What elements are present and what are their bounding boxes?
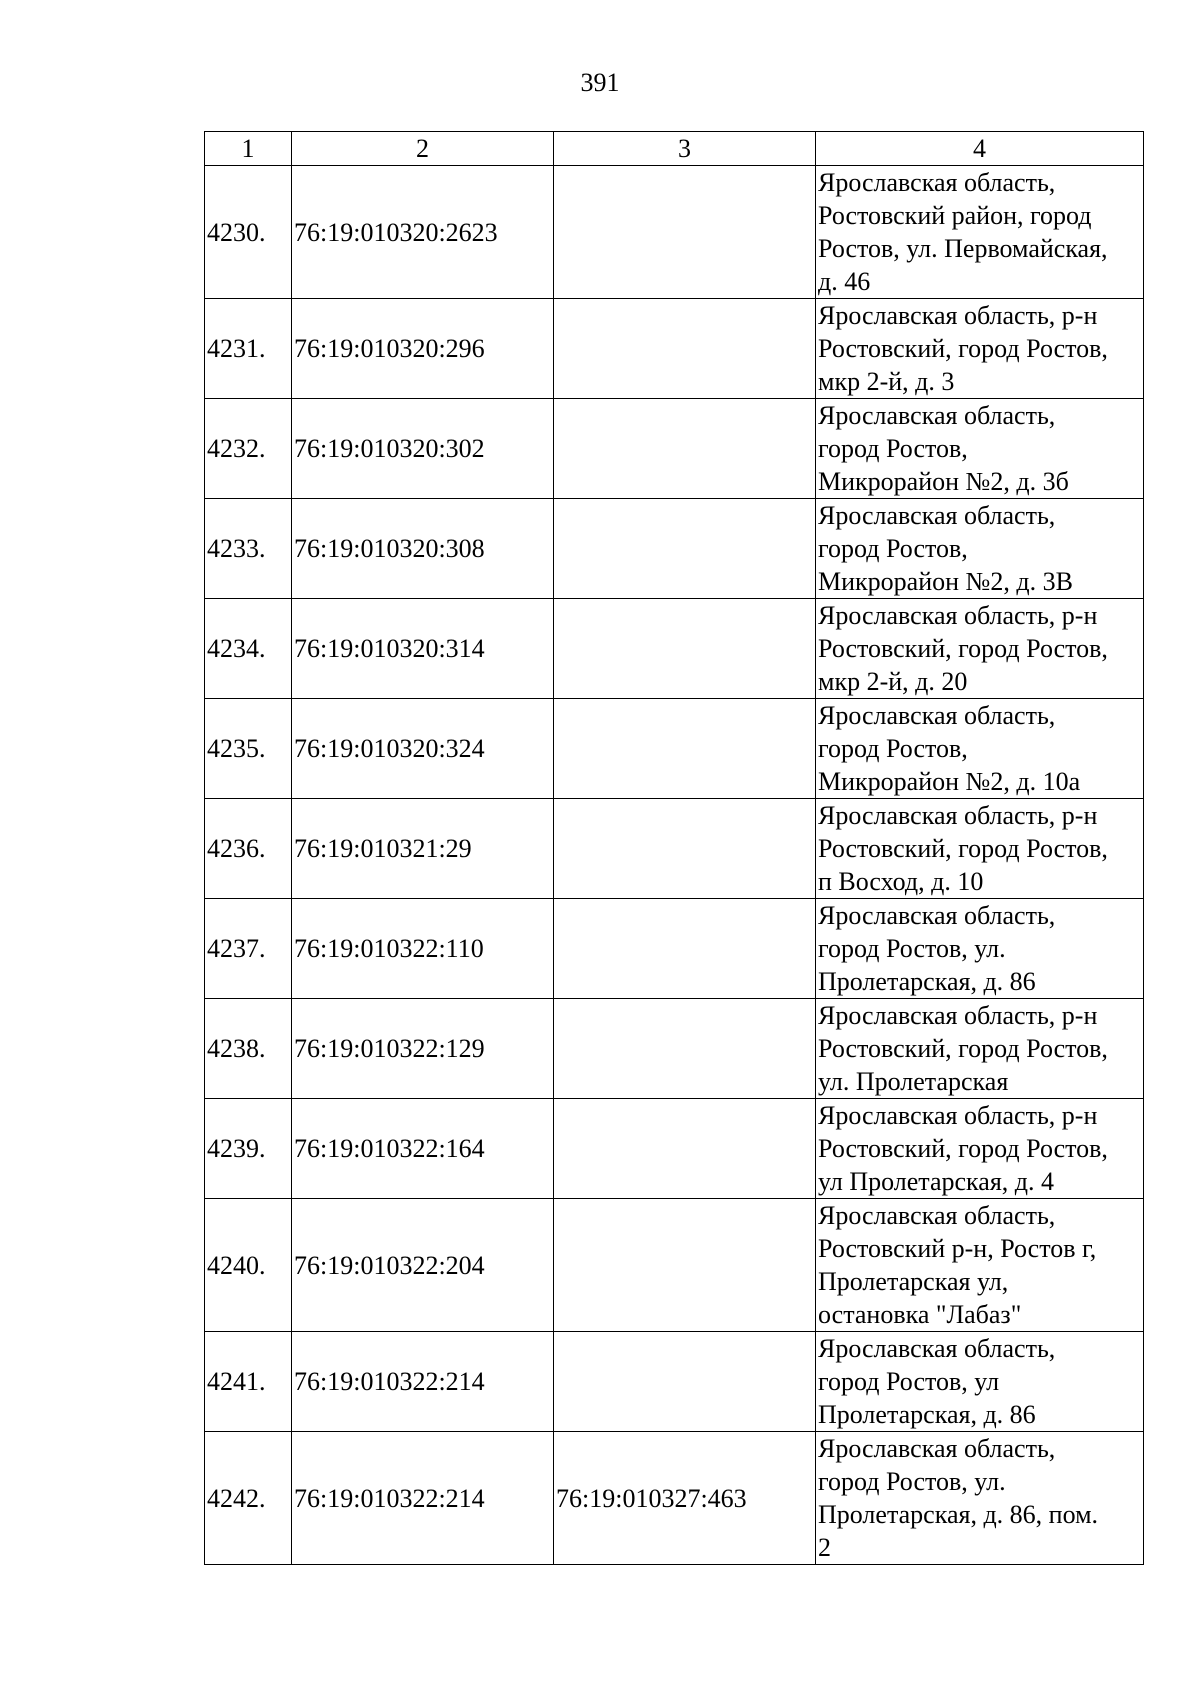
cadastral-number-cell: 76:19:010320:296: [292, 299, 554, 399]
room-cadastral-cell: [554, 1099, 816, 1199]
table-row: [205, 399, 1144, 499]
cadastral-number-cell: 76:19:010320:324: [292, 699, 554, 799]
row-number-cell: 4236.: [205, 799, 292, 899]
cadastral-number-cell: 76:19:010322:214: [292, 1432, 554, 1565]
column-header-cadastral: 2: [292, 132, 554, 166]
address-cell: [816, 1432, 1144, 1565]
column-header-address: 4: [816, 132, 1144, 166]
address-line: остановка "Лабаз": [818, 1300, 1022, 1329]
address-cell: [816, 499, 1144, 599]
table-row: [205, 899, 1144, 999]
address-cell: [816, 166, 1144, 299]
address-line: Ярославская область, р-н: [818, 601, 1098, 630]
row-number-cell: 4240.: [205, 1199, 292, 1332]
table-row: [205, 1332, 1144, 1432]
table-body: [205, 166, 1144, 1565]
address-line: Микрорайон №2, д. 10а: [818, 767, 1081, 796]
room-cadastral-cell: [554, 299, 816, 399]
room-cadastral-cell: 76:19:010327:463: [554, 1432, 816, 1565]
row-number-cell: 4234.: [205, 599, 292, 699]
table-row: [205, 1099, 1144, 1199]
address-line: Ярославская область, р-н: [818, 801, 1098, 830]
address-line: Пролетарская, д. 86, пом.: [818, 1500, 1099, 1529]
cadastral-number-cell: 76:19:010322:129: [292, 999, 554, 1099]
table-row: [205, 1432, 1144, 1565]
address-line: город Ростов, ул.: [818, 1467, 1006, 1496]
address-line: ул Пролетарская, д. 4: [818, 1167, 1055, 1196]
cadastral-number-cell: 76:19:010322:214: [292, 1332, 554, 1432]
address-line: Микрорайон №2, д. 3б: [818, 467, 1069, 496]
page-number: 391: [580, 68, 620, 97]
address-cell: [816, 1332, 1144, 1432]
cadastral-number-cell: 76:19:010320:314: [292, 599, 554, 699]
address-cell: [816, 999, 1144, 1099]
address-cell: [816, 899, 1144, 999]
cadastral-number-cell: 76:19:010322:110: [292, 899, 554, 999]
row-number-cell: 4241.: [205, 1332, 292, 1432]
address-line: Ростовский р-н, Ростов г,: [818, 1234, 1097, 1263]
cadastral-number-cell: 76:19:010320:308: [292, 499, 554, 599]
address-line: мкр 2-й, д. 3: [818, 367, 955, 396]
address-cell: [816, 699, 1144, 799]
row-number-cell: 4231.: [205, 299, 292, 399]
room-cadastral-cell: [554, 166, 816, 299]
address-line: город Ростов, ул.: [818, 934, 1006, 963]
address-line: Ярославская область,: [818, 901, 1056, 930]
address-line: д. 46: [818, 267, 871, 296]
address-line: Ростовский, город Ростов,: [818, 634, 1108, 663]
row-number-cell: 4237.: [205, 899, 292, 999]
address-line: Микрорайон №2, д. 3В: [818, 567, 1073, 596]
address-cell: [816, 1199, 1144, 1332]
address-cell: [816, 299, 1144, 399]
address-line: Ярославская область,: [818, 501, 1056, 530]
address-line: Ростовский, город Ростов,: [818, 834, 1108, 863]
address-cell: [816, 599, 1144, 699]
address-line: Ярославская область,: [818, 701, 1056, 730]
address-line: Ростовский, город Ростов,: [818, 334, 1108, 363]
row-number-cell: 4232.: [205, 399, 292, 499]
address-line: Ярославская область,: [818, 1334, 1056, 1363]
room-cadastral-cell: [554, 1199, 816, 1332]
address-line: Пролетарская, д. 86: [818, 967, 1036, 996]
address-line: Пролетарская, д. 86: [818, 1400, 1036, 1429]
row-number-cell: 4233.: [205, 499, 292, 599]
row-number-cell: 4238.: [205, 999, 292, 1099]
cadastral-number-cell: 76:19:010320:302: [292, 399, 554, 499]
address-line: Ярославская область,: [818, 1201, 1056, 1230]
row-number-cell: 4235.: [205, 699, 292, 799]
address-line: Ярославская область,: [818, 168, 1056, 197]
table-row: [205, 999, 1144, 1099]
room-cadastral-cell: [554, 999, 816, 1099]
address-line: Ярославская область, р-н: [818, 1001, 1098, 1030]
address-cell: [816, 799, 1144, 899]
row-number-cell: 4239.: [205, 1099, 292, 1199]
address-line: Ростовский, город Ростов,: [818, 1134, 1108, 1163]
table-row: [205, 499, 1144, 599]
table-row: [205, 699, 1144, 799]
address-line: город Ростов, ул: [818, 1367, 1000, 1396]
address-line: мкр 2-й, д. 20: [818, 667, 968, 696]
address-line: город Ростов,: [818, 734, 968, 763]
column-header-number: 1: [205, 132, 292, 166]
table-row: [205, 1199, 1144, 1332]
table-row: [205, 166, 1144, 299]
table-row: [205, 599, 1144, 699]
room-cadastral-cell: [554, 799, 816, 899]
cadastral-number-cell: 76:19:010321:29: [292, 799, 554, 899]
address-line: Ростовский, город Ростов,: [818, 1034, 1108, 1063]
table-row: [205, 299, 1144, 399]
address-cell: [816, 399, 1144, 499]
room-cadastral-cell: [554, 899, 816, 999]
room-cadastral-cell: [554, 499, 816, 599]
address-line: Пролетарская ул,: [818, 1267, 1009, 1296]
row-number-cell: 4242.: [205, 1432, 292, 1565]
column-header-room: 3: [554, 132, 816, 166]
address-line: п Восход, д. 10: [818, 867, 984, 896]
registry-table: [204, 131, 1144, 1565]
room-cadastral-cell: [554, 699, 816, 799]
address-line: Ярославская область,: [818, 1434, 1056, 1463]
cadastral-number-cell: 76:19:010320:2623: [292, 166, 554, 299]
room-cadastral-cell: [554, 399, 816, 499]
address-line: город Ростов,: [818, 434, 968, 463]
room-cadastral-cell: [554, 1332, 816, 1432]
address-line: Ростовский район, город: [818, 201, 1092, 230]
address-line: город Ростов,: [818, 534, 968, 563]
cadastral-number-cell: 76:19:010322:204: [292, 1199, 554, 1332]
address-line: ул. Пролетарская: [818, 1067, 1009, 1096]
address-line: Ярославская область, р-н: [818, 1101, 1098, 1130]
room-cadastral-cell: [554, 599, 816, 699]
address-line: Ростов, ул. Первомайская,: [818, 234, 1108, 263]
table-row: [205, 799, 1144, 899]
header-row: [205, 132, 1144, 166]
address-line: Ярославская область,: [818, 401, 1056, 430]
address-cell: [816, 1099, 1144, 1199]
address-line: 2: [818, 1533, 831, 1562]
row-number-cell: 4230.: [205, 166, 292, 299]
address-line: Ярославская область, р-н: [818, 301, 1098, 330]
cadastral-number-cell: 76:19:010322:164: [292, 1099, 554, 1199]
